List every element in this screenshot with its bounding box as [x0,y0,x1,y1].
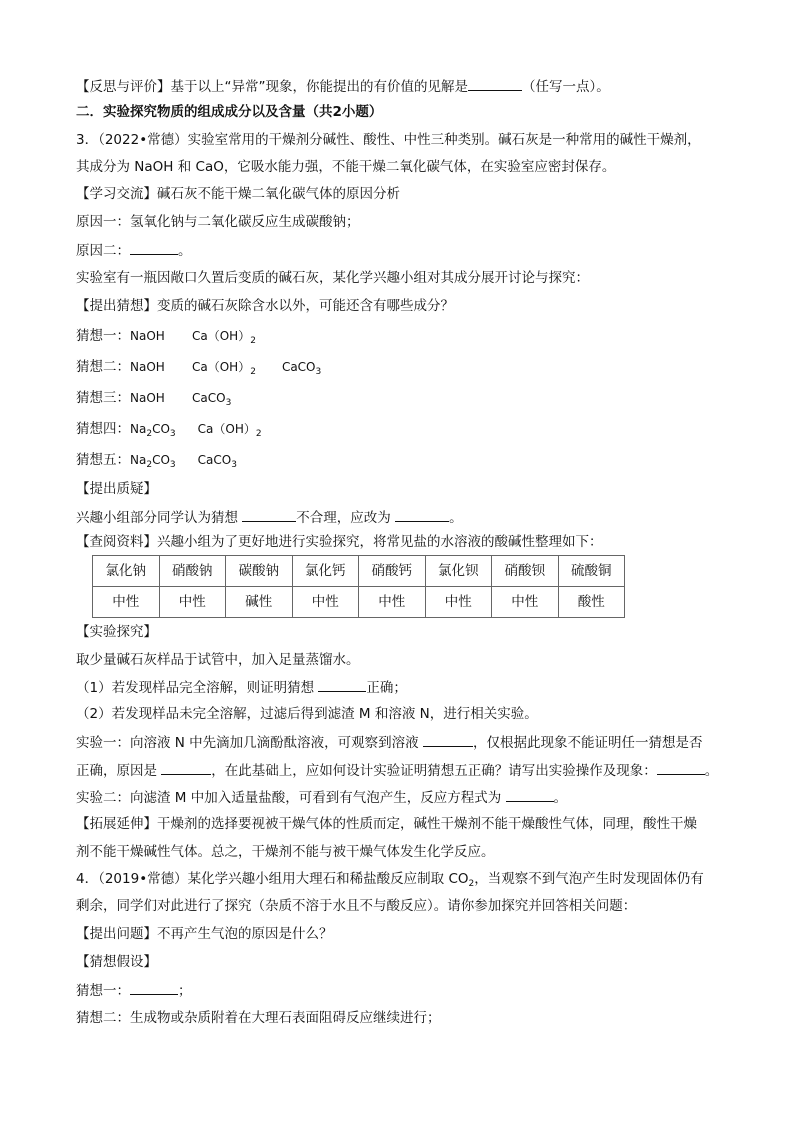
experiment-one-line-2: 正确，原因是 ，在此基础上，应如何设计实验证明猜想五正确？请写出实验操作及现象： 。 [76,760,718,781]
table-cell: 中性 [492,587,559,618]
guess-two: 猜想二：NaOH $Ca(OH)_2$ CaCO$_3$ [76,359,322,377]
guess-one: 猜想一：NaOH $Ca(OH)_2$ [76,328,256,346]
hypothesis-two: 猜想二：生成物或杂质附着在大理石表面阻碍反应继续进行； [76,1010,441,1026]
answer-blank[interactable] [506,787,554,802]
hypothesis-heading: 【猜想假设】 [76,954,157,970]
table-header-cell: 碳酸钠 [226,556,293,587]
q3-line-1: 3．（2022•常德）实验室常用的干燥剂分碱性、酸性、中性三种类别。碱石灰是一种常用的碱性干燥剂， [76,132,701,148]
question-heading: 【提出问题】不再产生气泡的原因是什么？ [76,926,333,942]
reason-two: 原因二： 。 [76,240,192,261]
doubt-heading: 【提出质疑】 [76,481,157,497]
reflection-line: 【反思与评价】基于以上“异常”现象，你能提出的有价值的见解是 （任写一点）。 [76,76,610,97]
answer-blank[interactable] [242,507,296,522]
table-header-cell: 氯化钡 [425,556,492,587]
sample-line: 取少量碱石灰样品于试管中，加入足量蒸馏水。 [76,652,360,668]
guess-four: 猜想四：$Na_2CO_3$ $Ca(OH)_2$ [76,421,262,439]
learning-heading: 【学习交流】碱石灰不能干燥二氧化碳气体的原因分析 [76,186,400,202]
table-header-cell: 氯化钠 [93,556,160,587]
extension-line-2: 剂不能干燥碱性气体。总之，干燥剂不能与被干燥气体发生化学反应。 [76,844,495,860]
experiment-one-line-1: 实验一：向溶液 N 中先滴加几滴酚酞溶液，可观察到溶液 ，仅根据此现象不能证明任一猜想是否 [76,732,702,753]
answer-blank[interactable] [657,760,705,775]
lab-intro: 实验室有一瓶因敞口久置后变质的碱石灰，某化学兴趣小组对其成分展开讨论与探究： [76,270,589,286]
table-cell: 中性 [159,587,226,618]
reason-one: 原因一：氢氧化钠与二氧化碳反应生成碳酸钠； [76,214,360,230]
part-one: （1）若发现样品完全溶解，则证明猜想 正确； [76,677,407,698]
section-heading: 二．实验探究物质的组成成分以及含量（共2小题） [76,104,383,120]
answer-blank[interactable] [161,760,211,775]
guess-question: 【提出猜想】变质的碱石灰除含水以外，可能还含有哪些成分？ [76,298,454,314]
answer-blank[interactable] [130,980,178,995]
reference-heading: 【查阅资料】兴趣小组为了更好地进行实验探究，将常见盐的水溶液的酸碱性整理如下： [76,534,603,550]
table-header-cell: 硫酸铜 [558,556,625,587]
part-two: （2）若发现样品未完全溶解，过滤后得到滤渣 M 和溶液 N，进行相关实验。 [76,706,538,722]
table-cell: 中性 [93,587,160,618]
table-cell: 中性 [425,587,492,618]
salt-acidity-table [92,555,625,618]
experiment-two: 实验二：向滤渣 M 中加入适量盐酸，可看到有气泡产生，反应方程式为 。 [76,787,567,808]
answer-blank[interactable] [395,507,449,522]
guess-three: 猜想三：NaOH CaCO$_3$ [76,390,232,408]
table-cell: 酸性 [558,587,625,618]
table-cell: 中性 [359,587,426,618]
extension-line-1: 【拓展延伸】干燥剂的选择要视被干燥气体的性质而定，碱性干燥剂不能干燥酸性气体，同理，酸性干燥 [76,816,697,832]
table-row [93,556,625,587]
hypothesis-one: 猜想一： ； [76,980,192,1001]
q4-line-2: 剩余，同学们对此进行了探究（杂质不溶于水且不与酸反应）。请你参加探究并回答相关问题： [76,898,637,914]
answer-blank[interactable] [318,677,366,692]
q4-line-1: 4．（2019•常德）某化学兴趣小组用大理石和稀盐酸反应制取 $CO_2$，当观察不到气泡产生时发现固体仍有 [76,871,704,889]
table-header-cell: 硝酸钡 [492,556,559,587]
answer-blank[interactable] [468,76,522,91]
table-header-cell: 硝酸钙 [359,556,426,587]
table-cell: 碱性 [226,587,293,618]
table-cell: 中性 [292,587,359,618]
answer-blank[interactable] [130,240,178,255]
table-header-cell: 氯化钙 [292,556,359,587]
guess-five: 猜想五：$Na_2CO_3$ CaCO$_3$ [76,452,237,470]
q3-line-2: 其成分为 NaOH 和 CaO，它吸水能力强，不能干燥二氧化碳气体，在实验室应密封保存。 [76,159,616,175]
doubt-line: 兴趣小组部分同学认为猜想 不合理，应改为 。 [76,507,463,528]
answer-blank[interactable] [423,732,473,747]
table-row [93,587,625,618]
table-header-cell: 硝酸钠 [159,556,226,587]
experiment-heading: 【实验探究】 [76,624,157,640]
